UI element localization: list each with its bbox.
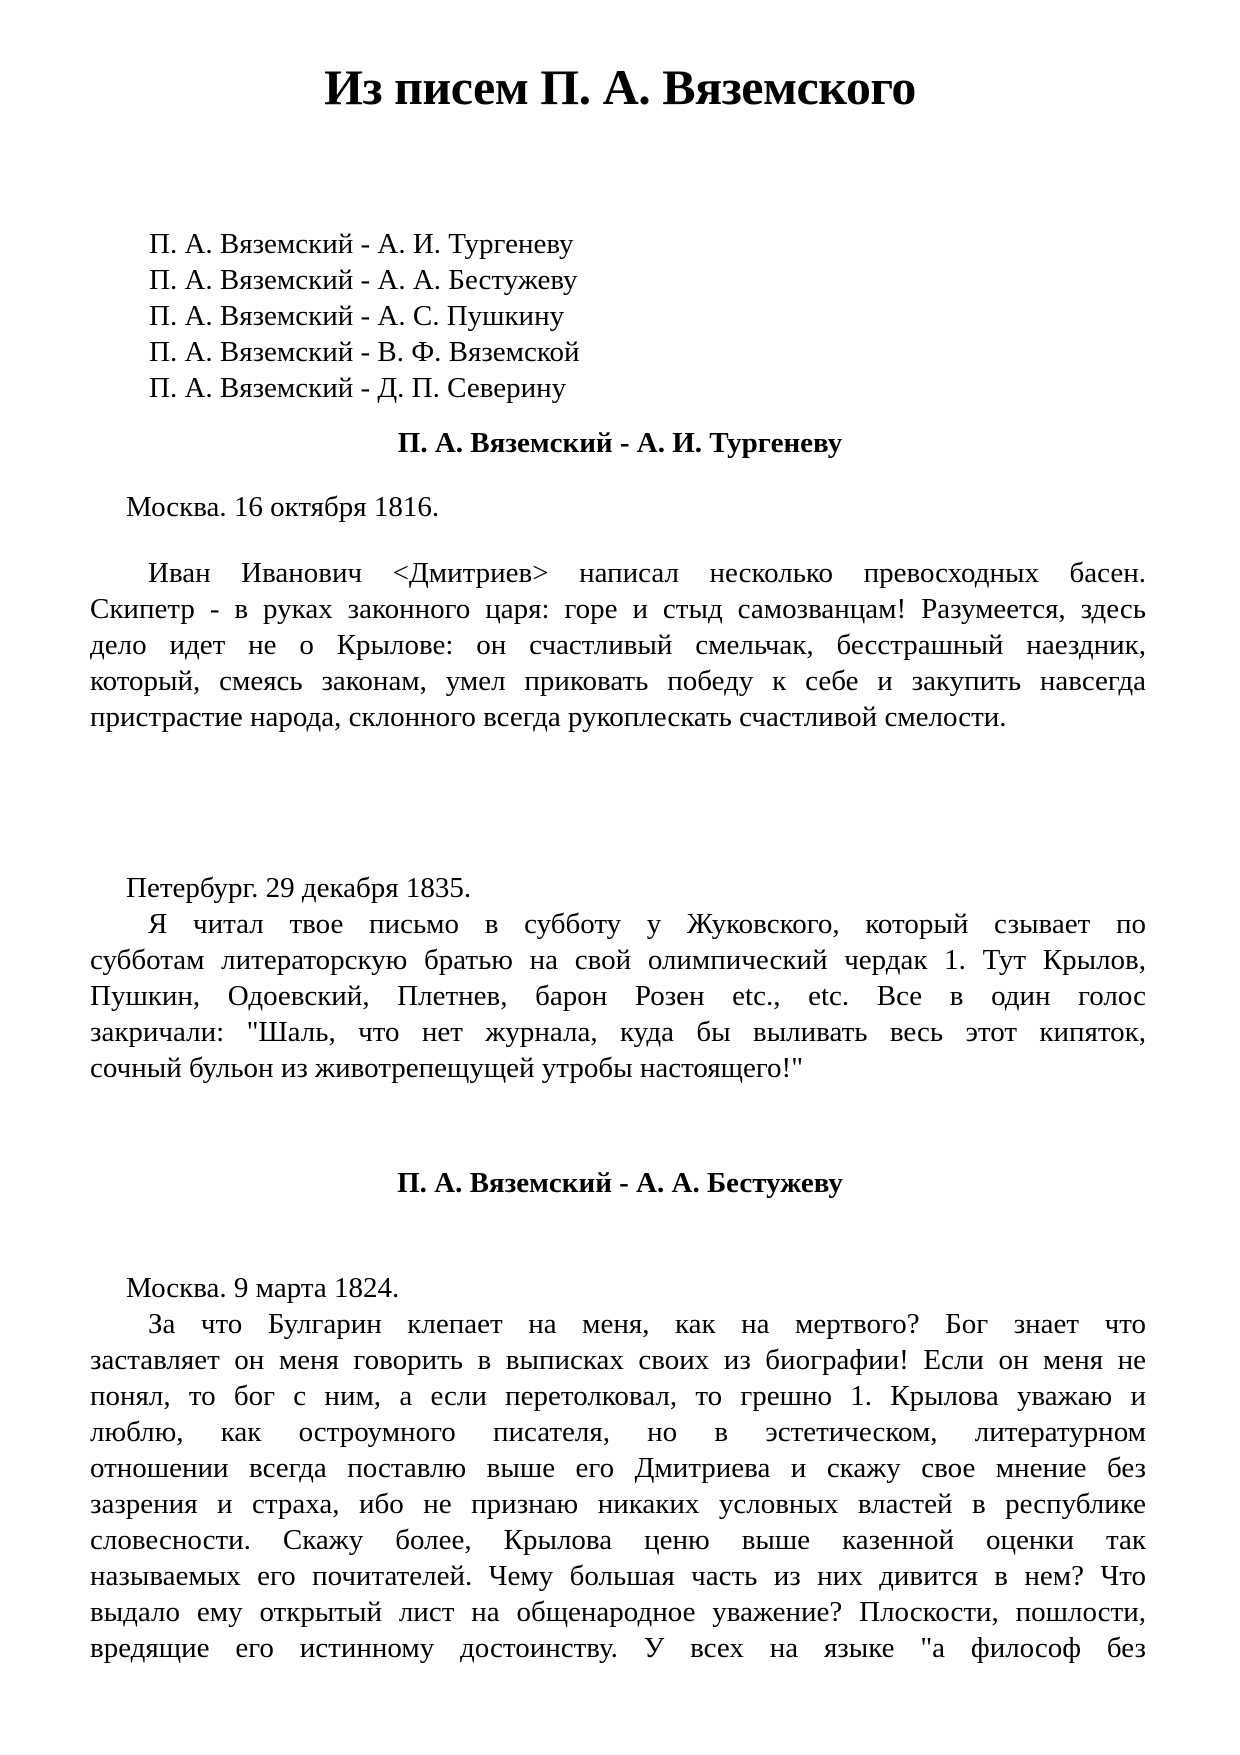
letter-paragraph	[90, 906, 1146, 1086]
paragraph-line: понял, то бог с ним, а если перетолковал, то грешно 1. Крылова уважаю и	[90, 1380, 1146, 1412]
toc-item[interactable]: П. А. Вяземский - А. С. Пушкину	[149, 300, 565, 332]
paragraph-line: называемых его почитателей. Чему большая часть из них дивится в нем? Что	[90, 1560, 1146, 1592]
paragraph-line: субботам литераторскую братью на свой олимпический чердак 1. Тут Крылов,	[90, 944, 1146, 976]
letter-paragraph	[90, 1306, 1146, 1666]
toc-item[interactable]: П. А. Вяземский - А. А. Бестужеву	[149, 264, 578, 296]
toc-item[interactable]: П. А. Вяземский - А. И. Тургеневу	[149, 228, 574, 260]
letter-paragraph	[90, 555, 1146, 735]
paragraph-line: отношении всегда поставлю выше его Дмитриева и скажу свое мнение без	[90, 1452, 1146, 1484]
paragraph-line: заставляет он меня говорить в выписках своих из биографии! Если он меня не	[90, 1344, 1146, 1376]
paragraph-line: зазрения и страха, ибо не признаю никаких условных властей в республике	[90, 1488, 1146, 1520]
paragraph-line: Иван Иванович <Дмитриев> написал несколько превосходных басен.	[148, 557, 1146, 589]
paragraph-line: Я читал твое письмо в субботу у Жуковского, который сзывает по	[148, 908, 1146, 940]
section-heading: П. А. Вяземский - А. И. Тургеневу	[397, 427, 843, 459]
paragraph-line: словесности. Скажу более, Крылова ценю выше казенной оценки так	[90, 1524, 1146, 1556]
paragraph-line: люблю, как остроумного писателя, но в эстетическом, литературном	[90, 1416, 1146, 1448]
toc-item[interactable]: П. А. Вяземский - В. Ф. Вяземской	[149, 336, 580, 368]
document-title: Из писем П. А. Вяземского	[324, 59, 916, 115]
paragraph-line: выдало ему открытый лист на общенародное уважение? Плоскости, пошлости,	[90, 1596, 1146, 1628]
paragraph-line: дело идет не о Крылове: он счастливый смельчак, бесстрашный наездник,	[90, 629, 1146, 661]
paragraph-line: За что Булгарин клепает на меня, как на мертвого? Бог знает что	[148, 1308, 1146, 1340]
paragraph-line: Скипетр - в руках законного царя: горе и стыд самозванцам! Разумеется, здесь	[90, 593, 1146, 625]
letter-dateline: Москва. 16 октября 1816.	[126, 491, 440, 523]
paragraph-line: сочный бульон из животрепещущей утробы настоящего!"	[90, 1052, 804, 1084]
paragraph-line: закричали: "Шаль, что нет журнала, куда бы выливать весь этот кипяток,	[90, 1016, 1146, 1048]
paragraph-line: вредящие его истинному достоинству. У всех на языке "а философ без	[90, 1632, 1146, 1664]
letter-dateline: Москва. 9 марта 1824.	[126, 1272, 400, 1304]
paragraph-line: который, смеясь законам, умел приковать победу к себе и закупить навсегда	[90, 665, 1146, 697]
paragraph-line: пристрастие народа, склонного всегда рукоплескать счастливой смелости.	[90, 701, 1007, 733]
toc-item[interactable]: П. А. Вяземский - Д. П. Северину	[149, 372, 567, 404]
table-of-contents	[149, 226, 580, 406]
section-heading: П. А. Вяземский - А. А. Бестужеву	[397, 1167, 843, 1199]
paragraph-line: Пушкин, Одоевский, Плетнев, барон Розен etc., etc. Все в один голос	[90, 980, 1146, 1012]
letter-dateline: Петербург. 29 декабря 1835.	[126, 872, 472, 904]
